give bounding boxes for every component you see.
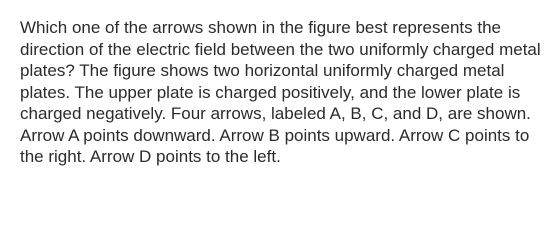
- question-block: [20, 17, 542, 168]
- question-text: Which one of the arrows shown in the figure best represents the direction of the electric field between the two uniformly charged metal plates? The figure shows two horizontal uniformly charged metal plates. The upper plate is charged positively, and the lower plate is charged negatively. Four arrows, labeled A, B, C, and D, are shown. Arrow A points downward. Arrow B points upward. Arrow C points to the right. Arrow D points to the left.: [20, 18, 541, 166]
